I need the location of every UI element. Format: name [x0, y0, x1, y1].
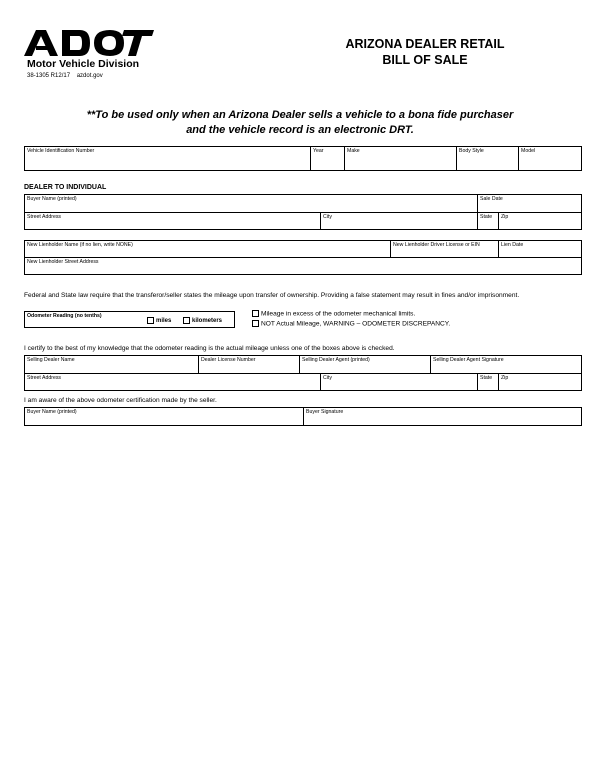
vin-field[interactable]: Vehicle Identification Number [25, 147, 311, 170]
year-field[interactable]: Year [311, 147, 345, 170]
form-number: 38-1305 R12/17 azdot.gov [27, 73, 103, 79]
odometer-law-text: Federal and State law require that the transferor/seller states the mileage upon transfer of ownership. Providing a false statement may result in fines and/or imprisonment. [24, 292, 520, 299]
odometer-reading-box[interactable]: Odometer Reading (no tenths) miles kilometers [24, 311, 235, 328]
kilometers-option[interactable]: kilometers [183, 317, 222, 324]
dealer-name-field[interactable]: Selling Dealer Name [25, 356, 199, 374]
vehicle-info-box [24, 146, 582, 171]
section-heading: DEALER TO INDIVIDUAL [24, 184, 107, 191]
state-field[interactable]: State [478, 213, 499, 229]
usage-notice: **To be used only when an Arizona Dealer sells a vehicle to a bona fide purchaser and the vehicle record is an electronic DRT. [86, 109, 514, 136]
seller-zip-field[interactable]: Zip [501, 375, 509, 381]
ack-buyer-name-field[interactable]: Buyer Name (printed) [25, 408, 304, 425]
lienholder-license-field[interactable]: New Lienholder Driver License or EIN [391, 241, 499, 258]
division-name: Motor Vehicle Division [27, 58, 140, 70]
dealer-license-field[interactable]: Dealer License Number [199, 356, 300, 374]
website: azdot.gov [76, 73, 103, 79]
buyer-name-field[interactable]: Buyer Name (printed) [25, 195, 478, 213]
ack-buyer-signature-field[interactable]: Buyer Signature [306, 409, 344, 415]
seller-state-field[interactable]: State [478, 374, 499, 390]
make-field[interactable]: Make [345, 147, 457, 170]
lien-date-field[interactable]: Lien Date [501, 242, 524, 248]
zip-field[interactable]: Zip [501, 214, 509, 220]
not-actual-mileage-option[interactable]: NOT Actual Mileage, WARNING – ODOMETER DISCREPANCY. [252, 320, 450, 328]
certify-text: I certify to the best of my knowledge that the odometer reading is the actual mileage unless one of the boxes above is checked. [24, 345, 395, 352]
model-field[interactable]: Model [521, 148, 536, 154]
agent-signature-field[interactable]: Selling Dealer Agent Signature [433, 357, 504, 363]
buyer-ack-box [24, 407, 582, 426]
lienholder-street-field[interactable]: New Lienholder Street Address [27, 259, 99, 265]
agent-printed-field[interactable]: Selling Dealer Agent (printed) [300, 356, 431, 374]
miles-checkbox [147, 317, 154, 324]
form-title: ARIZONA DEALER RETAIL BILL OF SALE [345, 37, 505, 67]
buyer-ack-text: I am aware of the above odometer certification made by the seller. [24, 397, 217, 404]
sale-date-field[interactable]: Sale Date [480, 196, 503, 202]
seller-city-field[interactable]: City [321, 374, 478, 390]
body-style-field[interactable]: Body Style [457, 147, 519, 170]
adot-logo [24, 28, 154, 58]
buyer-info-box [24, 194, 582, 230]
seller-info-box [24, 355, 582, 391]
not-actual-mileage-checkbox [252, 320, 259, 327]
kilometers-checkbox [183, 317, 190, 324]
excess-mileage-option[interactable]: Mileage in excess of the odometer mechanical limits. [252, 310, 415, 318]
miles-option[interactable]: miles [147, 317, 171, 324]
excess-mileage-checkbox [252, 310, 259, 317]
city-field[interactable]: City [321, 213, 478, 229]
lienholder-box [24, 240, 582, 275]
lienholder-name-field[interactable]: New Lienholder Name (if no lien, write NONE) [25, 241, 391, 258]
seller-street-field[interactable]: Street Address [25, 374, 321, 390]
street-address-field[interactable]: Street Address [25, 213, 321, 229]
